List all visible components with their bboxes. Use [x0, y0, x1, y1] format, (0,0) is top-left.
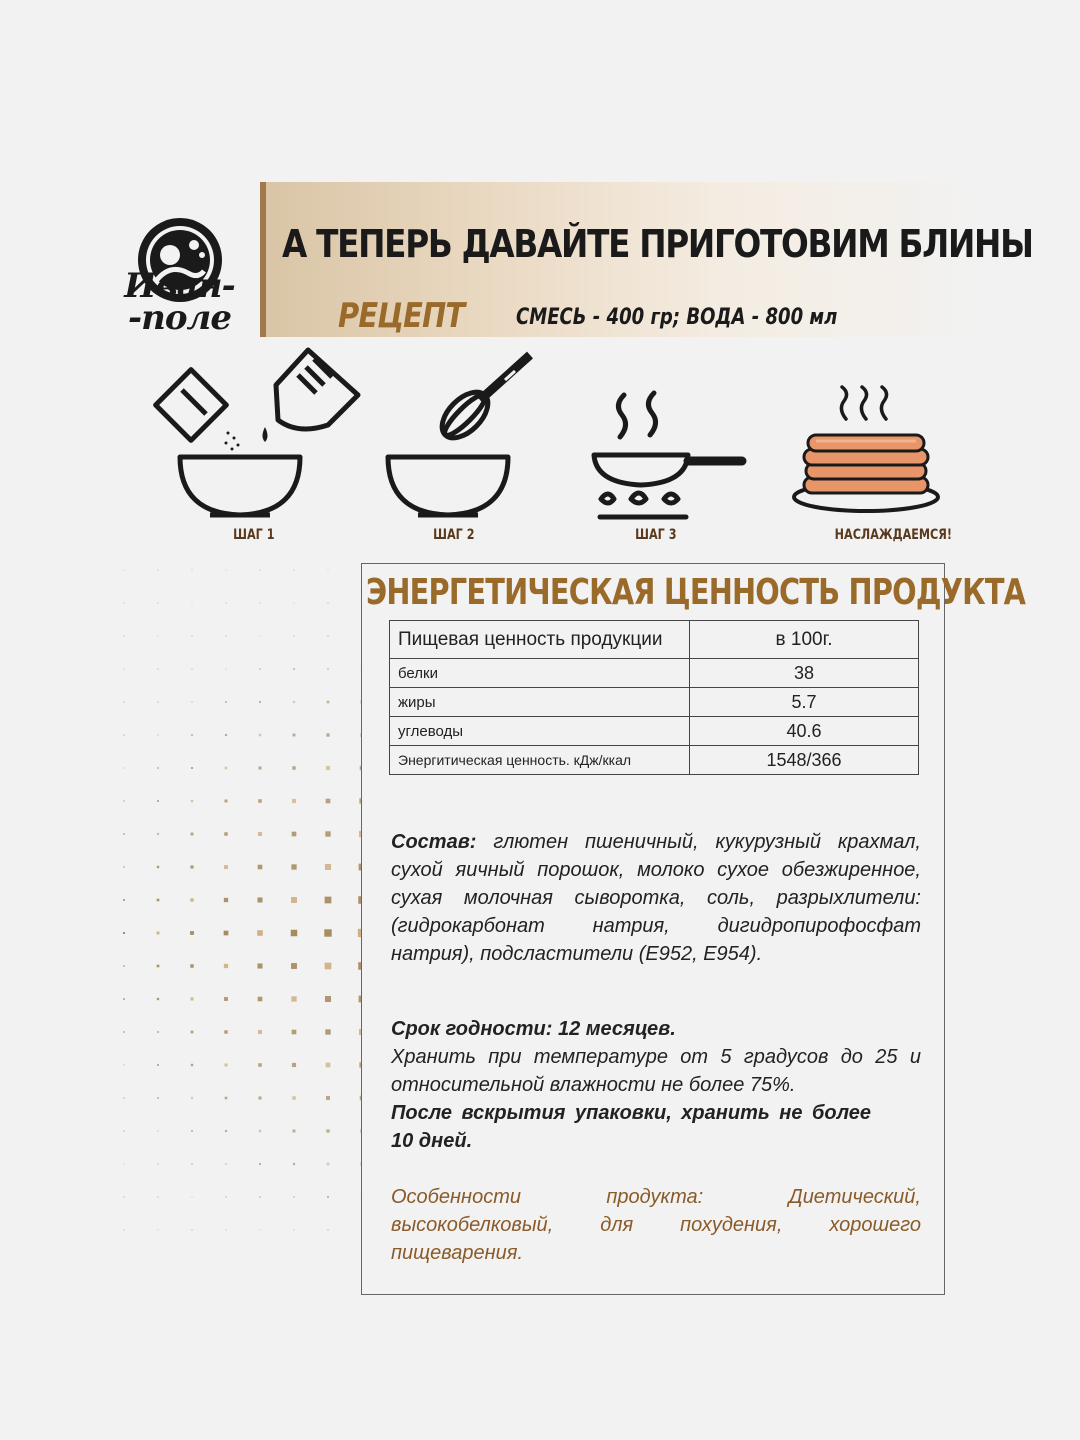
shelf-life-block: [391, 1015, 921, 1155]
decorative-dot: [257, 963, 262, 968]
decorative-dot: [326, 766, 330, 770]
decorative-dot: [224, 1030, 227, 1033]
decorative-dot: [157, 1163, 158, 1164]
frying-pan-icon: [586, 385, 756, 525]
brand-name: [122, 266, 237, 338]
recipe-label: РЕЦЕПТ: [338, 296, 465, 336]
row-value: 38: [690, 659, 919, 688]
decorative-dot: [191, 1097, 193, 1099]
brand-name-line2: -поле: [127, 298, 232, 338]
decorative-dot: [191, 1031, 194, 1034]
decorative-dot: [293, 1196, 295, 1198]
nutrition-table: [389, 620, 919, 775]
decorative-dot: [157, 899, 160, 902]
decorative-dot: [292, 1030, 297, 1035]
decorative-dot: [325, 831, 330, 836]
decorative-dot: [191, 701, 192, 702]
decorative-dot: [326, 799, 331, 804]
decorative-dot: [327, 668, 329, 670]
step-1-label: ШАГ 1: [233, 527, 275, 543]
table-row: [390, 659, 919, 688]
row-value: 5.7: [690, 688, 919, 717]
decorative-dot: [157, 734, 158, 735]
decorative-dot: [190, 964, 193, 967]
decorative-dot: [224, 997, 228, 1001]
decorative-dot: [258, 1030, 262, 1034]
decorative-dot: [225, 1163, 227, 1165]
decorative-dot: [292, 799, 296, 803]
decorative-dot: [191, 800, 193, 802]
decorative-dot: [123, 1031, 124, 1032]
decorative-dot: [191, 767, 193, 769]
decorative-dot: [327, 635, 328, 636]
decorative-dot: [123, 998, 125, 1000]
decorative-dot: [324, 929, 331, 936]
decorative-dot: [326, 1063, 331, 1068]
decorative-dot: [191, 1163, 192, 1164]
decorative-dot: [225, 1130, 227, 1132]
decorative-dot: [293, 668, 295, 670]
decorative-dot: [259, 734, 262, 737]
decorative-dot: [292, 1063, 296, 1067]
table-row: [390, 717, 919, 746]
decorative-dot: [191, 833, 194, 836]
decorative-dot: [325, 963, 332, 970]
after-opening-note: После вскрытия упаковки, хранить не более 10 дней.: [391, 1102, 871, 1152]
decorative-dot: [293, 602, 294, 603]
decorative-dot: [123, 866, 125, 868]
decorative-dot: [123, 1130, 124, 1131]
header-accent-bar: [260, 182, 266, 337]
decorative-dot: [291, 963, 297, 969]
decorative-dot: [190, 865, 193, 868]
decorative-dot: [291, 930, 298, 937]
decorative-dot: [191, 1130, 193, 1132]
row-name: белки: [390, 659, 690, 688]
decorative-dot: [191, 1064, 193, 1066]
decorative-dot: [190, 997, 193, 1000]
decorative-dot: [257, 897, 262, 902]
row-name: Энергитическая ценность. кДж/ккал: [390, 746, 690, 775]
decorative-dot: [123, 899, 125, 901]
decorative-dot: [327, 602, 328, 603]
row-name: жиры: [390, 688, 690, 717]
decorative-dot: [123, 833, 124, 834]
decorative-dot: [258, 832, 262, 836]
decorative-dot: [225, 635, 226, 636]
page-title: А ТЕПЕРЬ ДАВАЙТЕ ПРИГОТОВИМ БЛИНЫ: [282, 222, 1033, 266]
decorative-dot: [157, 701, 158, 702]
decorative-dot: [157, 998, 159, 1000]
bowl-pour-icon: [148, 345, 368, 525]
step-3-label: ШАГ 3: [635, 527, 677, 543]
decorative-dot: [325, 996, 331, 1002]
decorative-dot: [157, 767, 159, 769]
decorative-dot: [225, 602, 226, 603]
decorative-dot: [258, 1063, 262, 1067]
decorative-dot: [191, 1229, 192, 1230]
decorative-dot: [225, 767, 228, 770]
decorative-dot: [225, 800, 228, 803]
shelf-life-heading: Срок годности: 12 месяцев.: [391, 1018, 676, 1040]
product-features: Особенности продукта: Диетический, высокобелковый, для похудения, хорошего пищеварения.: [391, 1186, 921, 1264]
step-4-label: НАСЛАЖДАЕМСЯ!: [834, 527, 953, 543]
decorative-dot-pattern: [110, 560, 370, 1260]
decorative-dot: [157, 932, 160, 935]
decorative-dot: [293, 1229, 294, 1230]
decorative-dot: [190, 931, 194, 935]
decorative-dot: [327, 569, 328, 570]
decorative-dot: [224, 931, 229, 936]
decorative-dot: [225, 1064, 228, 1067]
decorative-dot: [224, 865, 228, 869]
decorative-dot: [123, 734, 124, 735]
decorative-dot: [293, 701, 295, 703]
decorative-dot: [123, 1196, 124, 1197]
decorative-dot: [225, 569, 226, 570]
decorative-dot: [191, 569, 192, 570]
decorative-dot: [157, 1097, 159, 1099]
decorative-dot: [157, 1130, 158, 1131]
decorative-dot: [157, 569, 158, 570]
nutrition-title: ЭНЕРГЕТИЧЕСКАЯ ЦЕННОСТЬ ПРОДУКТА: [366, 572, 1026, 613]
decorative-dot: [258, 865, 263, 870]
decorative-dot: [292, 766, 296, 770]
decorative-dot: [259, 701, 261, 703]
decorative-dot: [291, 864, 296, 869]
decorative-dot: [258, 997, 263, 1002]
decorative-dot: [325, 1029, 330, 1034]
decorative-dot: [123, 767, 124, 768]
composition-label: Состав:: [391, 831, 477, 853]
row-name: углеводы: [390, 717, 690, 746]
mix-info: СМЕСЬ - 400 гр; ВОДА - 800 мл: [516, 305, 838, 330]
decorative-dot: [258, 1096, 261, 1099]
decorative-dot: [123, 965, 125, 967]
decorative-dot: [293, 1163, 295, 1165]
decorative-dot: [157, 800, 159, 802]
decorative-dot: [325, 897, 332, 904]
decorative-dot: [123, 701, 124, 702]
decorative-dot: [259, 1130, 262, 1133]
decorative-dot: [291, 897, 297, 903]
pancake-stack-icon: [790, 385, 950, 525]
decorative-dot: [327, 1196, 329, 1198]
decorative-dot: [157, 833, 159, 835]
table-row: [390, 746, 919, 775]
decorative-dot: [259, 635, 260, 636]
storage-conditions: Хранить при температуре от 5 градусов до 25 и относительной влажности не более 75%.: [391, 1046, 921, 1096]
decorative-dot: [123, 1097, 124, 1098]
decorative-dot: [259, 1196, 261, 1198]
decorative-dot: [224, 964, 228, 968]
row-value: 40.6: [690, 717, 919, 746]
decorative-dot: [225, 701, 227, 703]
table-header-row: [390, 621, 919, 659]
decorative-dot: [259, 1229, 260, 1230]
decorative-dot: [123, 1163, 124, 1164]
decorative-dot: [191, 1196, 192, 1197]
decorative-dot: [157, 866, 159, 868]
decorative-dot: [293, 635, 294, 636]
composition-body: глютен пшеничный, кукурузный крахмал, сухой яичный порошок, молоко сухое обезжиренное, сухая молочная сыворотка, соль, разрыхлители: (гидрокарбонат натрия, дигидропирофосфат натрия), подсластители (Е952, Е954).: [391, 831, 921, 965]
decorative-dot: [224, 898, 228, 902]
decorative-dot: [292, 832, 297, 837]
decorative-dot: [225, 734, 227, 736]
decorative-dot: [259, 668, 261, 670]
step-2-label: ШАГ 2: [433, 527, 475, 543]
decorative-dot: [157, 1229, 158, 1230]
decorative-dot: [326, 733, 329, 736]
decorative-dot: [291, 996, 296, 1001]
decorative-dot: [225, 1097, 228, 1100]
bowl-whisk-icon: [380, 345, 550, 525]
decorative-dot: [258, 799, 262, 803]
table-row: [390, 688, 919, 717]
decorative-dot: [327, 1163, 330, 1166]
row-value: 1548/366: [690, 746, 919, 775]
decorative-dot: [292, 1096, 296, 1100]
decorative-dot: [190, 898, 193, 901]
decorative-dot: [123, 668, 124, 669]
decorative-dot: [123, 800, 124, 801]
decorative-dot: [157, 1031, 159, 1033]
decorative-dot: [191, 602, 192, 603]
decorative-dot: [123, 1229, 124, 1230]
decorative-dot: [293, 1130, 296, 1133]
decorative-dot: [325, 864, 331, 870]
composition-text: [391, 828, 921, 968]
decorative-dot: [259, 1163, 261, 1165]
decorative-dot: [259, 569, 260, 570]
decorative-dot: [191, 668, 192, 669]
decorative-dot: [157, 602, 158, 603]
decorative-dot: [123, 1064, 124, 1065]
table-header-value: в 100г.: [690, 621, 919, 659]
decorative-dot: [123, 602, 124, 603]
decorative-dot: [157, 965, 160, 968]
table-header-name: Пищевая ценность продукции: [390, 621, 690, 659]
decorative-dot: [293, 569, 294, 570]
decorative-dot: [259, 602, 260, 603]
decorative-dot: [257, 930, 263, 936]
decorative-dot: [191, 635, 192, 636]
decorative-dot: [123, 635, 124, 636]
decorative-dot: [157, 668, 158, 669]
decorative-dot: [157, 635, 158, 636]
decorative-dot: [327, 701, 330, 704]
decorative-dot: [327, 1229, 328, 1230]
decorative-dot: [326, 1129, 329, 1132]
decorative-dot: [326, 1096, 330, 1100]
decorative-dot: [123, 569, 124, 570]
brand-name-line1: Иван-: [124, 266, 235, 306]
decorative-dot: [224, 832, 227, 835]
decorative-dot: [225, 668, 226, 669]
decorative-dot: [258, 766, 261, 769]
decorative-dot: [225, 1196, 226, 1197]
decorative-dot: [191, 734, 193, 736]
decorative-dot: [157, 1196, 158, 1197]
decorative-dot: [225, 1229, 226, 1230]
decorative-dot: [123, 932, 125, 934]
decorative-dot: [157, 1064, 159, 1066]
decorative-dot: [293, 734, 296, 737]
